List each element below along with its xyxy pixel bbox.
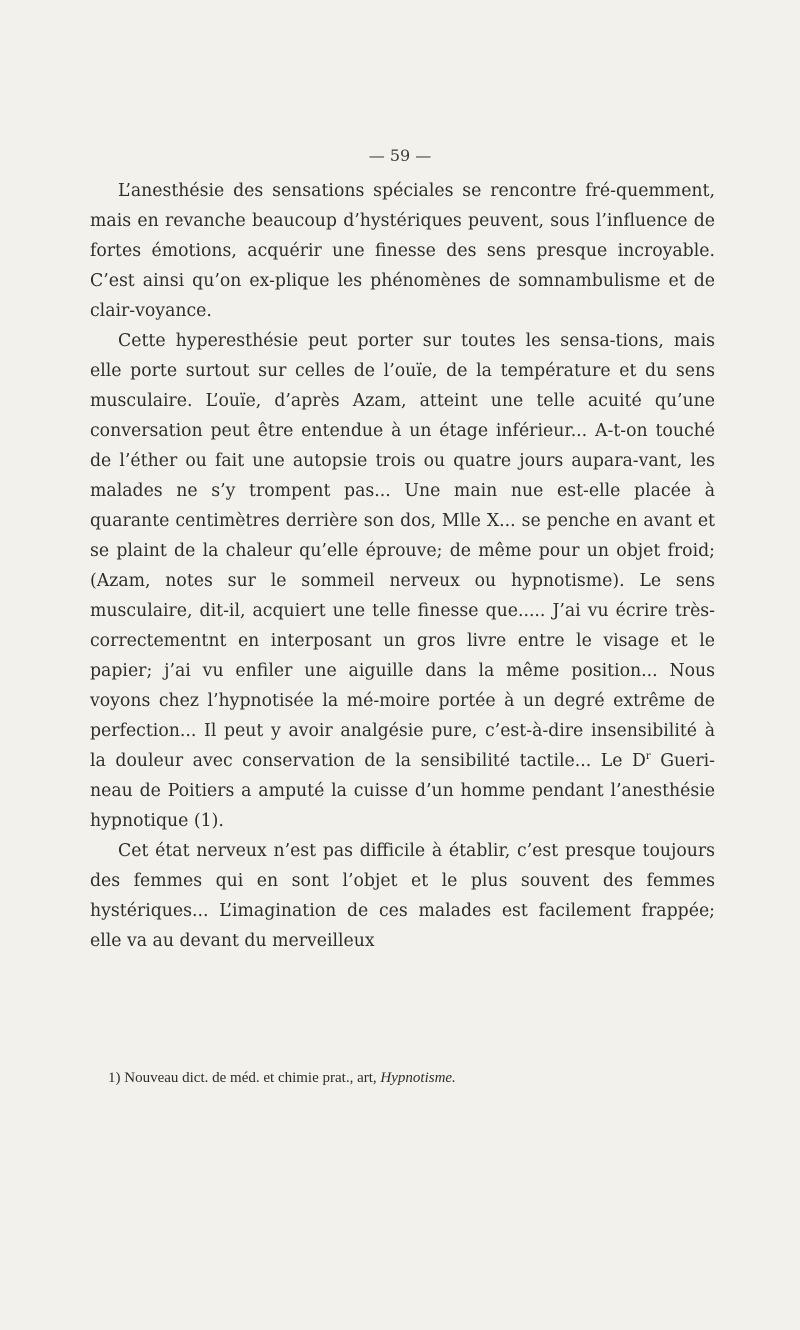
paragraph-2-tail: Gueri-neau de Poitiers a amputé la cuisse d’un homme pendant l’anesthésie hypnotique (1).	[90, 751, 715, 831]
footnote	[108, 1070, 728, 1087]
paragraph-2	[90, 326, 715, 836]
paragraph-2-text: Cette hyperesthésie peut porter sur toutes les sensa-tions, mais elle porte surtout sur celles de l’ouïe, de la température et du sens musculaire. L’ouïe, d’après Azam, atteint une telle acuité qu’une conversation peut être entendue à un étage inférieur... A-t-on touché de l’éther ou fait une autopsie trois ou quatre jours aupara-vant, les malades ne s’y trompent pas... Une main nue est-elle placée à quarante centimètres derrière son dos, Mlle X... se penche en avant et se plaint de la chaleur qu’elle éprouve; de même pour un objet froid; (Azam, notes sur le sommeil nerveux ou hypnotisme). Le sens musculaire, dit-il, acquiert une telle finesse que..... J’ai vu écrire très-correctementnt en interposant un gros livre entre le visage et le papier; j’ai vu enfiler une aiguille dans la même position... Nous voyons chez l’hypnotisée la mé-moire portée à un degré extrême de perfection... Il peut y avoir analgésie pure, c’est-à-dire insensibilité à la douleur avec conservation de la sensibilité tactile... Le D	[90, 331, 715, 771]
paragraph-3: Cet état nerveux n’est pas difficile à établir, c’est presque toujours des femmes qui en sont l’objet et le plus souvent des femmes hystériques... L’imagination de ces malades est facilement frappée; elle va au devant du merveilleux	[90, 841, 715, 951]
paragraph-1: L’anesthésie des sensations spéciales se rencontre fré-quemment, mais en revanche beaucoup d’hystériques peuvent, sous l’influence de fortes émotions, acquérir une finesse des sens presque incroyable. C’est ainsi qu’on ex-plique les phénomènes de somnambulisme et de clair-voyance.	[90, 181, 715, 321]
doctor-abbrev-sup: r	[645, 751, 651, 763]
body-text	[90, 176, 715, 956]
page-number: — 59 —	[368, 146, 432, 165]
footnote-italic: Hypnotisme.	[380, 1070, 456, 1086]
footnote-text: 1) Nouveau dict. de méd. et chimie prat., art,	[108, 1070, 377, 1086]
